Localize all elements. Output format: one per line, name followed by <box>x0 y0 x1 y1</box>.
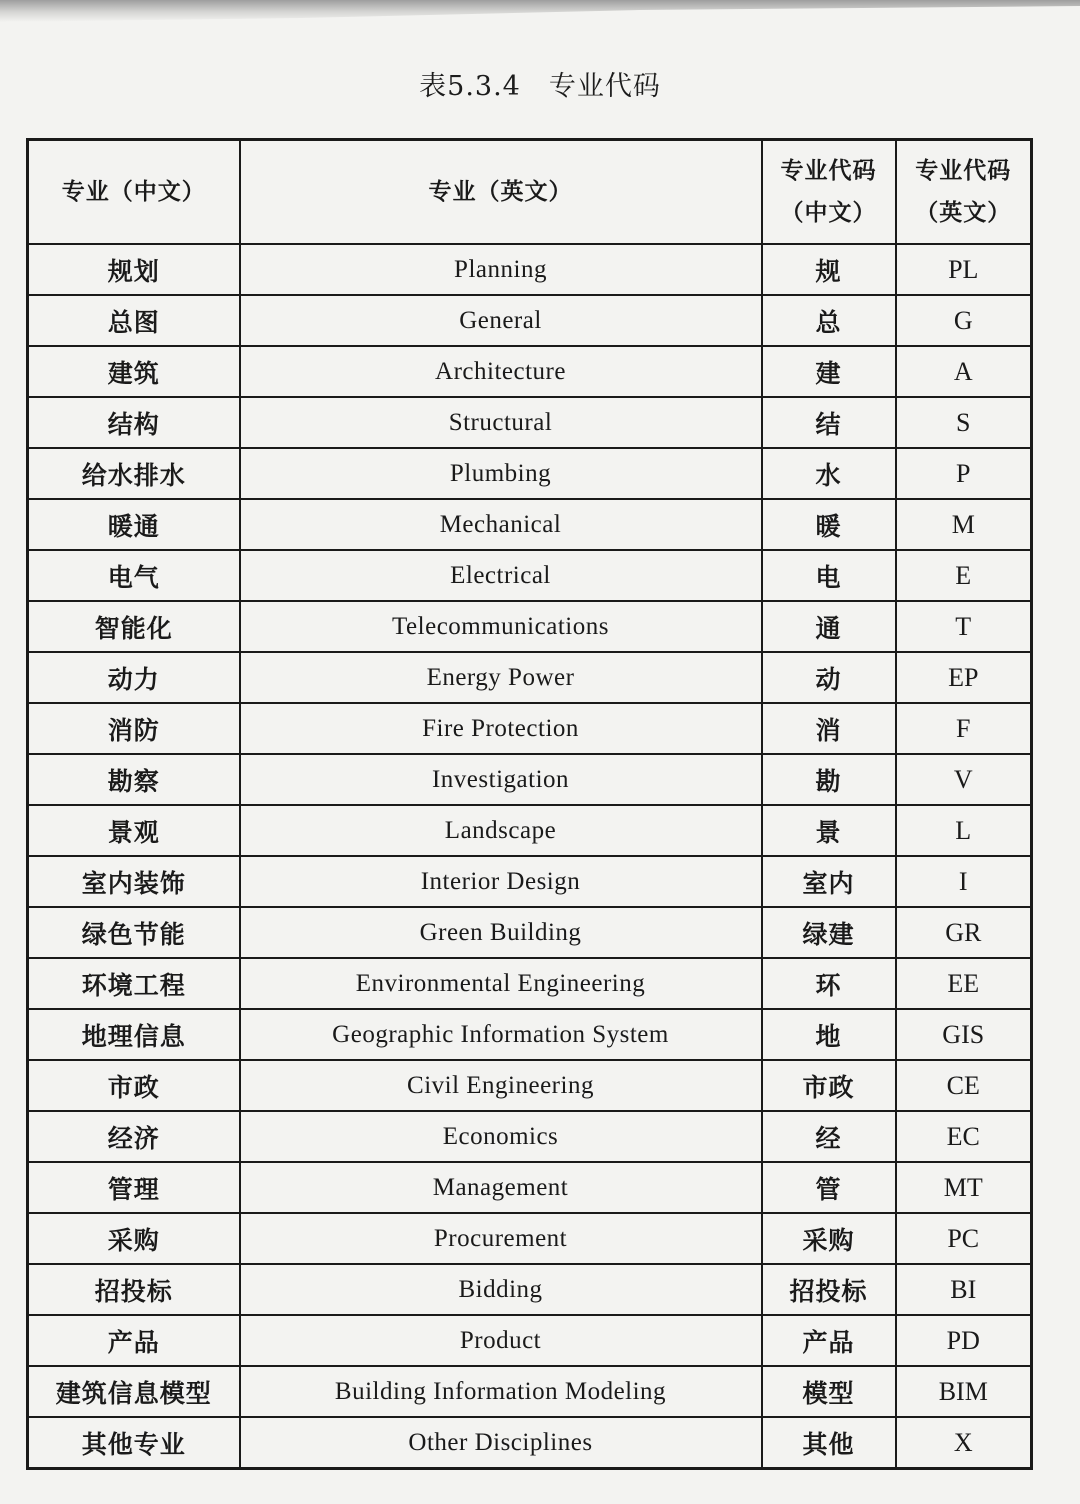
discipline-zh-cell: 其他专业 <box>28 1417 240 1469</box>
table-row <box>28 856 1032 907</box>
code-zh-cell: 总 <box>762 295 896 346</box>
table-body <box>28 244 1032 1469</box>
table-row <box>28 1111 1032 1162</box>
discipline-zh-cell: 规划 <box>28 244 240 295</box>
table-row <box>28 499 1032 550</box>
code-en-cell: P <box>896 448 1032 499</box>
discipline-en-cell: Procurement <box>240 1213 762 1264</box>
discipline-zh-cell: 结构 <box>28 397 240 448</box>
discipline-zh-cell: 勘察 <box>28 754 240 805</box>
code-zh-cell: 规 <box>762 244 896 295</box>
header-code-zh-line1: 专业代码 <box>780 157 877 184</box>
discipline-zh-cell: 给水排水 <box>28 448 240 499</box>
table-row <box>28 244 1032 295</box>
code-en-cell: EE <box>896 958 1032 1009</box>
table-row <box>28 346 1032 397</box>
code-zh-cell: 通 <box>762 601 896 652</box>
code-en-cell: BI <box>896 1264 1032 1315</box>
code-en-cell: G <box>896 295 1032 346</box>
code-zh-cell: 招投标 <box>762 1264 896 1315</box>
table-title: 专业代码 <box>548 71 661 102</box>
discipline-en-cell: Energy Power <box>240 652 762 703</box>
code-zh-cell: 管 <box>762 1162 896 1213</box>
header-discipline-zh: 专业（中文） <box>28 140 240 245</box>
code-zh-cell: 勘 <box>762 754 896 805</box>
code-en-cell: A <box>896 346 1032 397</box>
code-zh-cell: 室内 <box>762 856 896 907</box>
code-en-cell: I <box>896 856 1032 907</box>
table-row <box>28 1417 1032 1469</box>
code-en-cell: T <box>896 601 1032 652</box>
table-row <box>28 397 1032 448</box>
table-row <box>28 601 1032 652</box>
discipline-zh-cell: 智能化 <box>28 601 240 652</box>
discipline-zh-cell: 绿色节能 <box>28 907 240 958</box>
table-row <box>28 1213 1032 1264</box>
table-row <box>28 550 1032 601</box>
header-code-en-line1: 专业代码 <box>915 157 1012 184</box>
table-row <box>28 1366 1032 1417</box>
discipline-zh-cell: 消防 <box>28 703 240 754</box>
code-zh-cell: 结 <box>762 397 896 448</box>
table-row <box>28 448 1032 499</box>
discipline-zh-cell: 管理 <box>28 1162 240 1213</box>
discipline-zh-cell: 暖通 <box>28 499 240 550</box>
code-zh-cell: 其他 <box>762 1417 896 1469</box>
discipline-en-cell: Economics <box>240 1111 762 1162</box>
code-en-cell: M <box>896 499 1032 550</box>
code-en-cell: S <box>896 397 1032 448</box>
discipline-zh-cell: 环境工程 <box>28 958 240 1009</box>
code-zh-cell: 市政 <box>762 1060 896 1111</box>
discipline-en-cell: Green Building <box>240 907 762 958</box>
discipline-zh-cell: 电气 <box>28 550 240 601</box>
discipline-code-table <box>26 138 1033 1470</box>
table-row <box>28 958 1032 1009</box>
header-code-en-line2: （英文） <box>915 199 1012 226</box>
header-code-zh-line2: （中文） <box>780 199 877 226</box>
code-en-cell: GIS <box>896 1009 1032 1060</box>
discipline-en-cell: Mechanical <box>240 499 762 550</box>
discipline-en-cell: Investigation <box>240 754 762 805</box>
code-en-cell: E <box>896 550 1032 601</box>
table-row <box>28 1162 1032 1213</box>
code-en-cell: X <box>896 1417 1032 1469</box>
code-zh-cell: 动 <box>762 652 896 703</box>
discipline-en-cell: Building Information Modeling <box>240 1366 762 1417</box>
code-zh-cell: 建 <box>762 346 896 397</box>
discipline-zh-cell: 室内装饰 <box>28 856 240 907</box>
discipline-zh-cell: 地理信息 <box>28 1009 240 1060</box>
discipline-zh-cell: 产品 <box>28 1315 240 1366</box>
discipline-zh-cell: 建筑 <box>28 346 240 397</box>
discipline-en-cell: Architecture <box>240 346 762 397</box>
discipline-en-cell: Structural <box>240 397 762 448</box>
discipline-en-cell: Management <box>240 1162 762 1213</box>
code-zh-cell: 暖 <box>762 499 896 550</box>
code-zh-cell: 模型 <box>762 1366 896 1417</box>
table-caption <box>0 64 1080 103</box>
discipline-zh-cell: 总图 <box>28 295 240 346</box>
discipline-zh-cell: 采购 <box>28 1213 240 1264</box>
code-zh-cell: 地 <box>762 1009 896 1060</box>
code-en-cell: PC <box>896 1213 1032 1264</box>
code-en-cell: PD <box>896 1315 1032 1366</box>
code-zh-cell: 环 <box>762 958 896 1009</box>
code-en-cell: EC <box>896 1111 1032 1162</box>
discipline-zh-cell: 招投标 <box>28 1264 240 1315</box>
discipline-en-cell: Civil Engineering <box>240 1060 762 1111</box>
code-zh-cell: 经 <box>762 1111 896 1162</box>
discipline-zh-cell: 景观 <box>28 805 240 856</box>
code-en-cell: EP <box>896 652 1032 703</box>
table-row <box>28 1060 1032 1111</box>
code-en-cell: GR <box>896 907 1032 958</box>
discipline-en-cell: Interior Design <box>240 856 762 907</box>
discipline-en-cell: Environmental Engineering <box>240 958 762 1009</box>
page-edge-shadow <box>0 0 1080 22</box>
code-en-cell: BIM <box>896 1366 1032 1417</box>
discipline-en-cell: Landscape <box>240 805 762 856</box>
table-number: 表5.3.4 <box>419 71 521 102</box>
discipline-en-cell: Product <box>240 1315 762 1366</box>
table-row <box>28 754 1032 805</box>
discipline-zh-cell: 经济 <box>28 1111 240 1162</box>
table-row <box>28 295 1032 346</box>
discipline-en-cell: Plumbing <box>240 448 762 499</box>
discipline-en-cell: Other Disciplines <box>240 1417 762 1469</box>
header-code-en <box>896 140 1032 245</box>
code-zh-cell: 消 <box>762 703 896 754</box>
discipline-en-cell: Geographic Information System <box>240 1009 762 1060</box>
code-en-cell: CE <box>896 1060 1032 1111</box>
header-discipline-en: 专业（英文） <box>240 140 762 245</box>
discipline-zh-cell: 动力 <box>28 652 240 703</box>
code-zh-cell: 景 <box>762 805 896 856</box>
discipline-en-cell: Fire Protection <box>240 703 762 754</box>
code-en-cell: PL <box>896 244 1032 295</box>
discipline-zh-cell: 建筑信息模型 <box>28 1366 240 1417</box>
code-zh-cell: 采购 <box>762 1213 896 1264</box>
code-zh-cell: 绿建 <box>762 907 896 958</box>
table-row <box>28 907 1032 958</box>
discipline-en-cell: Planning <box>240 244 762 295</box>
table-row <box>28 652 1032 703</box>
code-en-cell: F <box>896 703 1032 754</box>
table-row <box>28 1264 1032 1315</box>
discipline-en-cell: Bidding <box>240 1264 762 1315</box>
discipline-en-cell: General <box>240 295 762 346</box>
code-en-cell: V <box>896 754 1032 805</box>
code-en-cell: L <box>896 805 1032 856</box>
table-row <box>28 1315 1032 1366</box>
table-row <box>28 1009 1032 1060</box>
code-zh-cell: 电 <box>762 550 896 601</box>
table-row <box>28 703 1032 754</box>
discipline-en-cell: Electrical <box>240 550 762 601</box>
table-header-row <box>28 140 1032 245</box>
header-code-zh <box>762 140 896 245</box>
code-en-cell: MT <box>896 1162 1032 1213</box>
code-zh-cell: 水 <box>762 448 896 499</box>
discipline-zh-cell: 市政 <box>28 1060 240 1111</box>
discipline-en-cell: Telecommunications <box>240 601 762 652</box>
code-zh-cell: 产品 <box>762 1315 896 1366</box>
table-row <box>28 805 1032 856</box>
